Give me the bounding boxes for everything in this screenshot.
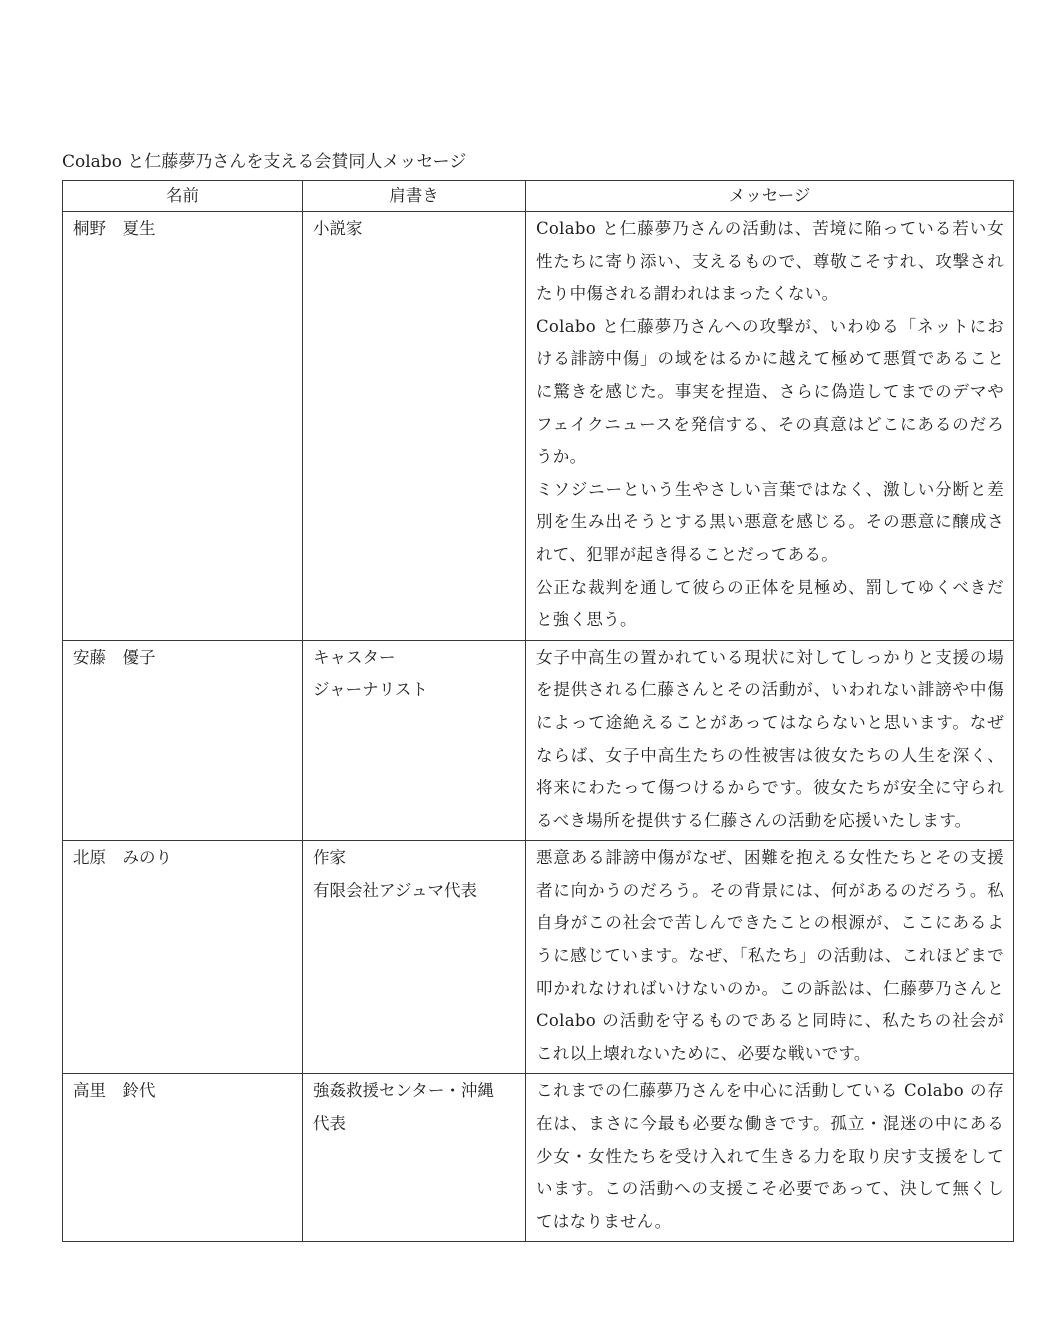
- title-line: 有限会社アジュマ代表: [313, 880, 478, 900]
- message-paragraph: これまでの仁藤夢乃さんを中心に活動している Colabo の存在は、まさに今最も必要な働きです。孤立・混迷の中にある少女・女性たちを受け入れて生きる力を取り戻す支援をしています。この活動への支援こそ必要であって、決して無くしてはなりません。: [536, 1081, 1004, 1231]
- supporter-message: [526, 1074, 1014, 1242]
- title-line: 代表: [313, 1114, 346, 1134]
- supporter-title: [303, 841, 526, 1074]
- column-header-title: 肩書き: [303, 181, 526, 212]
- table-row: [63, 1074, 1014, 1242]
- message-paragraph: Colabo と仁藤夢乃さんへの攻撃が、いわゆる「ネットにおける誹謗中傷」の域をはるかに越えて極めて悪質であることに驚きを感じた。事実を捏造、さらに偽造してまでのデマやフェイクニュースを発信する、その真意はどこにあるのだろうか。: [536, 316, 1004, 467]
- message-paragraph: ミソジニーという生やさしい言葉ではなく、激しい分断と差別を生み出そうとする黒い悪意を感じる。その悪意に醸成されて、犯罪が起き得ることだってある。: [536, 479, 1004, 564]
- message-paragraph: 悪意ある誹謗中傷がなぜ、困難を抱える女性たちとその支援者に向かうのだろう。その背景には、何があるのだろう。私自身がこの社会で苦しんできたことの根源が、ここにあるように感じています。なぜ、「私たち」の活動は、これほどまで叩かれなければいけないのか。この訴訟は、仁藤夢乃さんと Colabo の活動を守るものであると同時に、私たちの社会がこれ以上壊れないために、必要な戦いです。: [536, 848, 1004, 1063]
- column-header-message: メッセージ: [526, 181, 1014, 212]
- table-row: [63, 212, 1014, 641]
- table-row: [63, 640, 1014, 841]
- supporter-message: [526, 841, 1014, 1074]
- supporter-message: [526, 640, 1014, 841]
- supporter-name: 桐野 夏生: [63, 212, 303, 641]
- column-header-name: 名前: [63, 181, 303, 212]
- supporter-name: 北原 みのり: [63, 841, 303, 1074]
- supporter-title: [303, 212, 526, 641]
- supporter-message: [526, 212, 1014, 641]
- supporter-name: 安藤 優子: [63, 640, 303, 841]
- title-line: 強姦救援センター・沖縄: [313, 1081, 494, 1101]
- title-line: キャスター: [313, 647, 396, 667]
- message-paragraph: 公正な裁判を通して彼らの正体を見極め、罰してゆくべきだと強く思う。: [536, 577, 1004, 630]
- message-paragraph: 女子中高生の置かれている現状に対してしっかりと支援の場を提供される仁藤さんとその活動が、いわれない誹謗や中傷によって途絶えることがあってはならないと思います。なぜならば、女子中高生たちの性被害は彼女たちの人生を深く、将来にわたって傷つけるからです。彼女たちが安全に守られるべき場所を提供する仁藤さんの活動を応援いたします。: [536, 647, 1004, 830]
- supporter-title: [303, 1074, 526, 1242]
- document-title: Colabo と仁藤夢乃さんを支える会賛同人メッセージ: [62, 152, 467, 172]
- supporter-title: [303, 640, 526, 841]
- table-row: [63, 841, 1014, 1074]
- title-line: 作家: [313, 848, 346, 868]
- title-line: ジャーナリスト: [313, 680, 428, 700]
- supporter-message-table: [62, 180, 1014, 1242]
- message-paragraph: Colabo と仁藤夢乃さんの活動は、苦境に陥っている若い女性たちに寄り添い、支えるもので、尊敬こそすれ、攻撃されたり中傷される謂われはまったくない。: [536, 219, 1004, 304]
- title-line: 小説家: [313, 219, 363, 238]
- table-header-row: [63, 181, 1014, 212]
- supporter-name: 高里 鈴代: [63, 1074, 303, 1242]
